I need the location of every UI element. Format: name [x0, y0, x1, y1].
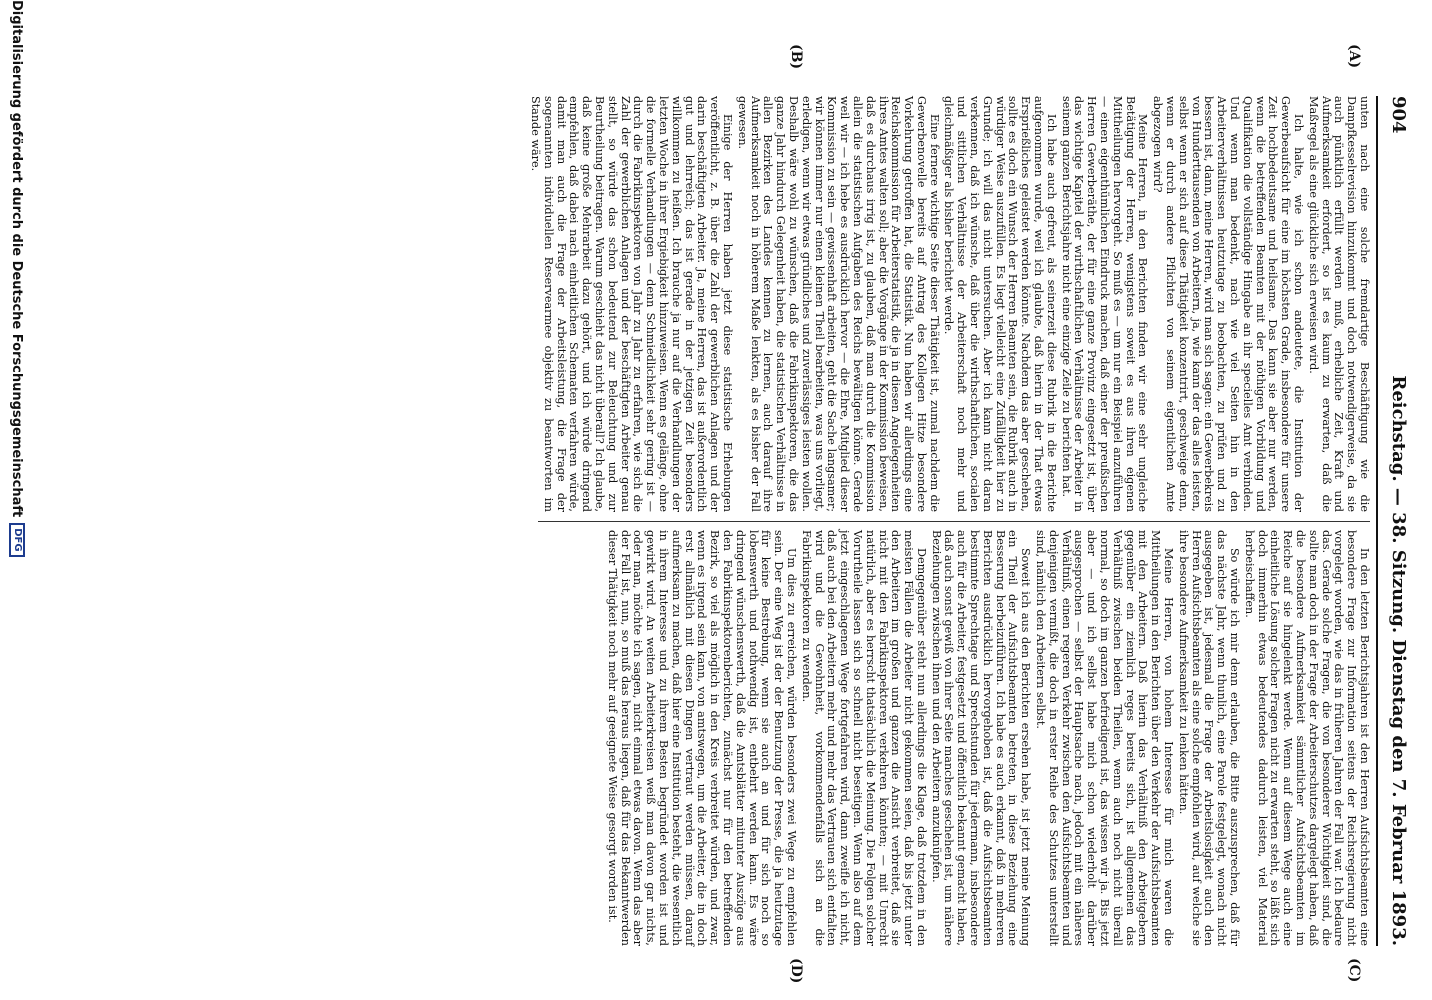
- margin-marker-d: (D): [788, 958, 804, 984]
- paragraph: Demgegenüber steht nun allerdings die Klage, daß trotzdem in den meisten Fällen die Arbeiter nicht gekommen seien, daß bis jetzt unter den Arbeitern im großen und ganzen die Ansicht verbreitet, daß sie nicht mit den Fabrikinspektoren verkehren könnten; — mit Unrecht natürlich, aber es herrscht thatsächlich die Meinung. Die Folgen solcher Vorurtheile lassen sich so schnell nicht beseitigen. Wenn also auf dem jetzt eingeschlagenen Wege fortgefahren wird, dann zweifle ich nicht, daß auch bei den Arbeitern mehr und mehr das Vertrauen sich entfalten wird und die Gewohnheit, vorkommendenfalls sich an die Fabrikinspektoren zu wenden.: [799, 530, 928, 946]
- column-divider: [538, 521, 1370, 522]
- paragraph: Ich habe auch gefreut, als seinerzeit diese Rubrik in die Berichte aufgenommen wurde, weil ich glaubte, daß hierin in der That etwas Ersprießliches geleistet werden könnte. Nachdem das aber geschehen, sollte es doch ein Wunsch der Herren Beamten sein, die Rubrik auch in würdiger Weise auszufüllen. Es liegt vielleicht eine Zufälligkeit hier zu Grunde; ich will das nicht untersuchen. Aber ich kann nicht daran verkennen, daß ich wünsche, daß über die wirthschaftlichen, socialen und sittlichen Verhältnisse der Arbeiterschaft noch mehr und gleichmäßiger als bisher berichtet werde.: [942, 96, 1058, 512]
- margin-marker-c: (C): [1346, 958, 1362, 983]
- left-text-column: [529, 96, 1371, 512]
- page-title: Reichstag. — 38. Sitzung. Dienstag den 7. Februar 1893.: [1388, 375, 1410, 946]
- right-text-column: [538, 530, 1370, 946]
- page-header: [1376, 96, 1420, 946]
- dfg-logo-icon: DFG: [9, 523, 25, 556]
- margin-marker-b: (B): [788, 44, 804, 70]
- paragraph: Eine fernere wichtige Seite dieser Thätigkeit ist, zumal nachdem die Gewerbenovelle bereits auf Antrag des Kollegen Hitze besondere Vorkehrung getroffen hat, die Statistik. Nun haben wir allerdings eine Reichskommission für Arbeiterstatistik, die ja in diesen Angelegenheiten ihres Amtes walten soll; aber die Vorgänge in der Kommission beweisen, daß es durchaus irrig ist, zu glauben, daß man durch die Kommission allein die statistischen Aufgaben des Reichs bewältigen könne. Gerade weil wir — ich hebe es ausdrücklich hervor — die Ehre, Mitglied dieser Kommission zu sein — gewissenhaft arbeiten, geht die Sache langsamer; wir können immer nur einen kleinen Theil bearbeiten, was uns vorliegt, erledigen, wenn wir etwas gründliches und zuverlässiges leisten wollen. Deshalb wäre wohl zu wünschen, daß die Fabrikinspektoren, die das ganze Jahr hindurch Gelegenheit haben, die statistischen Verhältnisse in allen Bezirken des Landes kennen zu lernen, auch darauf ihre Aufmerksamkeit noch in höherem Maße lenkten, als es bisher der Fall gewesen.: [735, 96, 941, 512]
- paragraph: Ich halte, wie ich schon andeutete, die Institution der Gewerbeaufsicht für eine im höchsten Grade, insbesondere für unsere Zeit hochbedeutsame und heilsame. Das kann sie aber nur werden, wenn die betreffenden Beamten mit der nöthigen Vorbildung und Qualifikation die vollständige Hingabe an ihr specielles Amt verbinden. Und wenn man bedenkt, nach wie viel Seiten hin in den Arbeiterverhältnissen heutzutage zu beobachten, zu prüfen und zu bessern ist, dann, meine Herren, wird man sich sagen: ein Gewerbekreis von Hunderttausenden von Arbeitern, ja, wie kann der das alles leisten, selbst wenn er sich auf diese Thätigkeit konzentrirt, geschweige denn, wenn er durch andere Pflichten von seinem eigentlichen Amte abgezogen wird?: [1151, 96, 1306, 512]
- paragraph: In den letzten Berichtsjahren ist den Herren Aufsichtsbeamten eine besondere Frage zur Information seitens der Reichsregierung nicht vorgelegt worden, wie das in früheren Jahren der Fall war. Ich bedaure das. Gerade solche Fragen, die von besonderer Wichtigkeit sind, die sollte man doch in der Frage der Arbeiterschutzes dargelegt haben, daß die besondere Aufmerksamkeit sämmtlicher Aufsichtsbeamten im Reiche auf sie hingelenkt werde. Wenn auf diesem Wege auch eine einheitliche Lösung solcher Fragen nicht zu erwarten steht, so läßt sich doch immerhin etwas bedeutendes dadurch leisten, viel Material herbeischaffen.: [1242, 530, 1371, 946]
- paragraph: Meine Herren, in den Berichten finden wir eine sehr ungleiche Betätigung der Herren, wenigstens soweit es aus ihren eigenen Mittheilungen hervorgeht. So muß es — um nur ein Beispiel anzuführen — einen eigenthümlichen Eindruck machen, daß einer der preußischen Herren Gewerberäthe, der für eine ganze Provinz eingesetzt ist, über das wichtige Kapitel der wirthschaftlichen Verhältnisse der Arbeiter in seinem ganzen Berichtsjahre nicht eine einzige Zeile zu berichten hat.: [1059, 96, 1150, 512]
- paragraph: So würde ich mir denn erlauben, die Bitte auszusprechen, daß für das nächste Jahr, wenn thunlich, eine Parole festgelegt, wonach nicht ausgegeben ist, jedesmal die Frage der Arbeitslosigkeit auch den Herren Aufsichtsbeamten als eine solche empfohlen wird, auf welche sie ihre besondere Aufmerksamkeit zu lenken hätten.: [1176, 530, 1242, 946]
- paragraph: Um dies zu erreichen, würden besonders zwei Wege zu empfehlen sein. Der eine Weg ist der der Benutzung der Presse, die ja heutzutage für keine Bestrebung, wenn sie auch an und für sich noch so lobenswerth und nothwendig ist, entbehrt werden kann. Es wäre dringend wünschenswerth, daß die Amtsblätter mitunter Auszüge aus den Fabrikinspektorenberichten, zunächst nur für den betreffenden Bezirk, so viel als möglich in den Kreis verbreitet würden, und zwar, wenn es irgend sein kann, von amtswegen, um die Arbeiter, die in doch erst allmählich mit diesen Dingen vertraut werden müssen, darauf aufmerksam zu machen, daß hier eine Institution besteht, die wesentlich in ihrem Interesse und zu ihrem Besten begründet worden ist und gewirkt wird. An weiten Arbeiterkreisen weiß man davon gar nichts, oder man, möchte ich sagen, nicht einmal etwas davon. Wenn das aber der Fall ist, nun, so muß das heraus liegen, daß für das Bekanntwerden dieser Thätigkeit noch mehr auf geeignete Weise gesorgt worden ist.: [605, 530, 798, 946]
- page-number: 904: [1388, 96, 1410, 134]
- paragraph: unten nach eine solche fremdartige Beschäftigung wie die Dampfkesselrevision hinzukommt und doch notwendigerweise, da sie auch pünktlich erfüllt werden muß, erhebliche Zeit, Kraft und Aufmerksamkeit erfordert, so ist es kaum zu erwarten, daß die Maßregel als eine glückliche sich erweisen wird.: [1306, 96, 1371, 512]
- digitization-credit: [6, 0, 28, 1000]
- paragraph: Einige der Herren haben jetzt diese statistische Erhebungen veröffentlicht, z. B. über die Zahl der gewerblichen Anlagen und der darin beschäftigten Arbeiter. Ja, meine Herren, das ist außerordentlich gut und lehrreich; das ist gerade in der jetzigen Zeit besonders willkommen zu heißen. Ich brauche ja nur auf die Verhandlungen der letzten Woche in ihrer Ergiebigkeit hinzuweisen. Wenn es gelänge, ohne die formelle Verhandlungen — denn Schmiedlichkeit sehr gering ist — durch die Fabrikinspektoren von Jahr zu Jahr zu erfahren, wie sich die Zahl der gewerblichen Anlagen und der beschäftigten Arbeiter genau stellt, so würde das schon bedeutend zur Beleuchtung und zur Beurtheilung beitragen. Warum geschieht das nicht überall? Ich glaube, daß keine große Mehrarbeit dazu gehört, und ich würde dringend empfehlen, daß dabei nach einheitlichen Schematen verfahren würde, damit man auch die Frage der Arbeitsleistung, die Frage der sogenannten individuellen Reservearmee objektiv zu beantworten im Stande wäre.: [529, 96, 734, 512]
- paragraph: Meine Herren, von hohem Interesse für mich waren die Mittheilungen in den Berichten über den Verkehr der Aufsichtsbeamten mit den Arbeitern. Daß hierin das Verhältniß den Arbeitgebern gegenüber ein ziemlich reges bereits sich, ist allgemeinen das Verhältniß zwischen beiden Theilen, wenn auch noch nicht überall normal, so doch im ganzen befriedigend ist, das wissen wir ja. Bis jetzt aber — und ich selbst habe mich schon wiederholt darüber ausgesprochen — selbst der Hauptsache nach, jedoch mit ein näheres Verhältniß, einen regeren Verkehr zwischen den Aufsichtsbeamten und denjenigen vermißt, die doch in erster Reihe des Schutzes unterstellt sind, nämlich den Arbeitern selbst.: [1034, 530, 1176, 946]
- paragraph: Soweit ich aus den Berichten ersehen habe, ist jetzt meine Meinung ein Theil der Aufsichtsbeamten betreten, in diese Beziehung eine Besserung herbeizuführen. Ich habe es auch erkannt, daß in mehreren Berichten ausdrücklich hervorgehoben ist, daß die Aufsichtsbeamten bestimmte Sprechtage und Sprechstunden für jedermann, insbesondere auch für die Arbeiter, festgesetzt und öffentlich bekannt gemacht haben, daß auch sonst gewiß von ihrer Seite manches geschehen ist, um nähere Beziehungen zwischen ihnen und den Arbeitern anzuknüpfen.: [929, 530, 1033, 946]
- margin-marker-a: (A): [1346, 44, 1362, 69]
- credit-text: Digitalisierung gefördert durch die Deutsche Forschungsgemeinschaft: [9, 0, 25, 518]
